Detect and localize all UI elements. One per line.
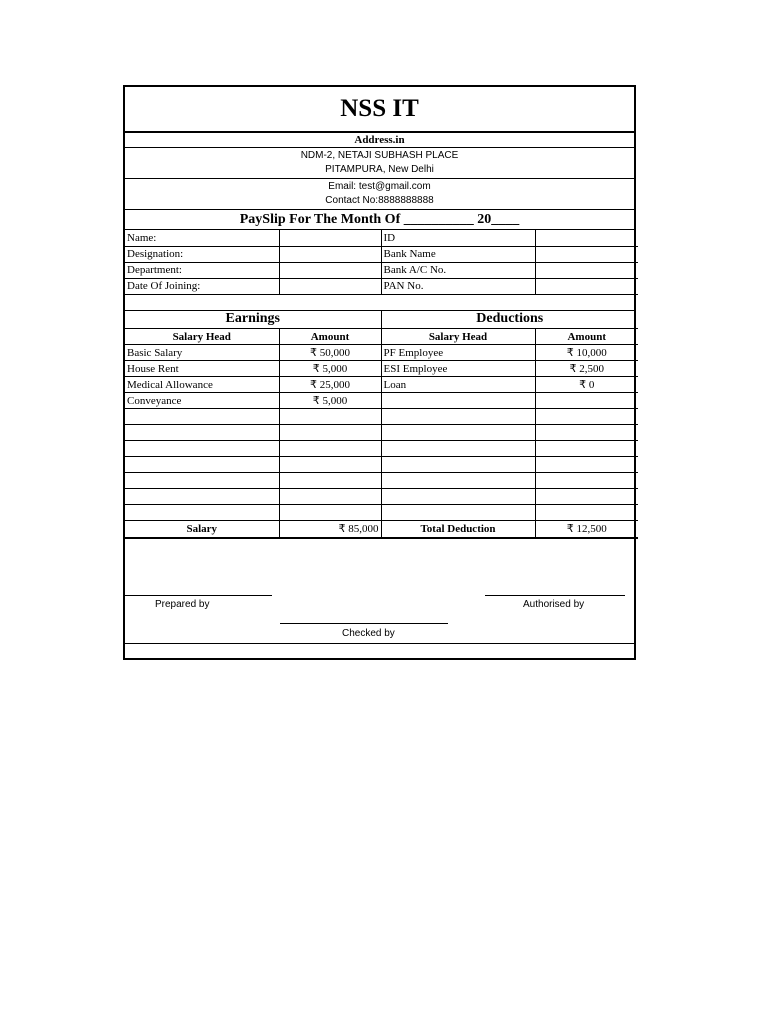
- authorised-by-line: [485, 595, 625, 596]
- empty-cell: [279, 409, 381, 425]
- empty-cell: [125, 409, 279, 425]
- column-header-row: [125, 329, 638, 345]
- total-deduction-label: Total Deduction: [381, 521, 535, 538]
- empty-cell: [125, 489, 279, 505]
- spacer-row: [125, 295, 634, 311]
- deduction-amount: [535, 393, 638, 409]
- pan-label: PAN No.: [381, 278, 535, 294]
- pan-value: [535, 278, 638, 294]
- empty-cell: [381, 441, 535, 457]
- empty-cell: [535, 489, 638, 505]
- bank-account-value: [535, 262, 638, 278]
- deduction-amount: ₹ 2,500: [535, 361, 638, 377]
- checked-by-label: Checked by: [342, 627, 395, 639]
- empty-row: [125, 473, 638, 489]
- signature-area: [125, 539, 634, 644]
- empty-row: [125, 441, 638, 457]
- earning-head: Basic Salary: [125, 345, 279, 361]
- deduction-amount: ₹ 0: [535, 377, 638, 393]
- table-row: [125, 393, 638, 409]
- salary-table: [125, 311, 638, 539]
- empty-cell: [535, 441, 638, 457]
- contact-block: [125, 179, 634, 210]
- earning-amount: ₹ 50,000: [279, 345, 381, 361]
- empty-cell: [125, 473, 279, 489]
- empty-row: [125, 457, 638, 473]
- total-deduction-amount: ₹ 12,500: [535, 521, 638, 538]
- deductions-amount-col: Amount: [535, 329, 638, 345]
- earning-amount: ₹ 5,000: [279, 361, 381, 377]
- info-row: [125, 262, 638, 278]
- empty-cell: [535, 505, 638, 521]
- empty-cell: [279, 473, 381, 489]
- empty-row: [125, 409, 638, 425]
- id-value: [535, 230, 638, 246]
- info-row: [125, 230, 638, 246]
- bank-name-label: Bank Name: [381, 246, 535, 262]
- empty-row: [125, 489, 638, 505]
- address-line-1: NDM-2, NETAJI SUBHASH PLACE: [300, 150, 459, 161]
- address-heading: Address.in: [125, 133, 634, 148]
- payslip-title: PaySlip For The Month Of __________ 20____: [125, 210, 634, 230]
- deduction-amount: ₹ 10,000: [535, 345, 638, 361]
- earning-head: Conveyance: [125, 393, 279, 409]
- payslip-sheet: [123, 85, 636, 660]
- empty-row: [125, 505, 638, 521]
- deduction-head: PF Employee: [381, 345, 535, 361]
- earning-amount: ₹ 25,000: [279, 377, 381, 393]
- empty-cell: [125, 505, 279, 521]
- empty-cell: [381, 457, 535, 473]
- empty-row: [125, 425, 638, 441]
- empty-cell: [279, 441, 381, 457]
- totals-row: [125, 521, 638, 538]
- empty-cell: [125, 425, 279, 441]
- salary-total-amount: ₹ 85,000: [279, 521, 381, 538]
- earnings-title: Earnings: [125, 311, 381, 329]
- address-line-2: PITAMPURA, New Delhi: [325, 164, 434, 175]
- empty-cell: [279, 505, 381, 521]
- employee-info-table: [125, 230, 638, 295]
- designation-value: [279, 246, 381, 262]
- checked-by-line: [280, 623, 448, 624]
- empty-cell: [381, 473, 535, 489]
- empty-cell: [535, 457, 638, 473]
- date-of-joining-value: [279, 278, 381, 294]
- prepared-by-line: [125, 595, 272, 596]
- bottom-row: [125, 644, 634, 658]
- info-row: [125, 246, 638, 262]
- earnings-amount-col: Amount: [279, 329, 381, 345]
- contact-number: Contact No:8888888888: [325, 195, 434, 206]
- deductions-title: Deductions: [381, 311, 638, 329]
- department-label: Department:: [125, 262, 279, 278]
- department-value: [279, 262, 381, 278]
- deductions-head-col: Salary Head: [381, 329, 535, 345]
- earning-head: Medical Allowance: [125, 377, 279, 393]
- empty-cell: [279, 425, 381, 441]
- bank-name-value: [535, 246, 638, 262]
- empty-cell: [381, 425, 535, 441]
- earning-head: House Rent: [125, 361, 279, 377]
- company-name: NSS IT: [125, 87, 634, 133]
- deduction-head: ESI Employee: [381, 361, 535, 377]
- address-block: [125, 148, 634, 179]
- earning-amount: ₹ 5,000: [279, 393, 381, 409]
- designation-label: Designation:: [125, 246, 279, 262]
- empty-cell: [535, 425, 638, 441]
- section-header-row: [125, 311, 638, 329]
- prepared-by-label: Prepared by: [155, 598, 210, 610]
- empty-cell: [279, 457, 381, 473]
- date-of-joining-label: Date Of Joining:: [125, 278, 279, 294]
- name-label: Name:: [125, 230, 279, 246]
- empty-cell: [381, 505, 535, 521]
- empty-cell: [535, 409, 638, 425]
- empty-cell: [125, 441, 279, 457]
- name-value: [279, 230, 381, 246]
- table-row: [125, 345, 638, 361]
- id-label: ID: [381, 230, 535, 246]
- empty-cell: [279, 489, 381, 505]
- earnings-head-col: Salary Head: [125, 329, 279, 345]
- deduction-head: Loan: [381, 377, 535, 393]
- empty-cell: [125, 457, 279, 473]
- table-row: [125, 361, 638, 377]
- empty-cell: [535, 473, 638, 489]
- salary-total-label: Salary: [125, 521, 279, 538]
- bank-account-label: Bank A/C No.: [381, 262, 535, 278]
- authorised-by-label: Authorised by: [523, 598, 585, 610]
- email-text: Email: test@gmail.com: [328, 181, 431, 192]
- deduction-head: [381, 393, 535, 409]
- info-row: [125, 278, 638, 294]
- empty-cell: [381, 409, 535, 425]
- empty-cell: [381, 489, 535, 505]
- table-row: [125, 377, 638, 393]
